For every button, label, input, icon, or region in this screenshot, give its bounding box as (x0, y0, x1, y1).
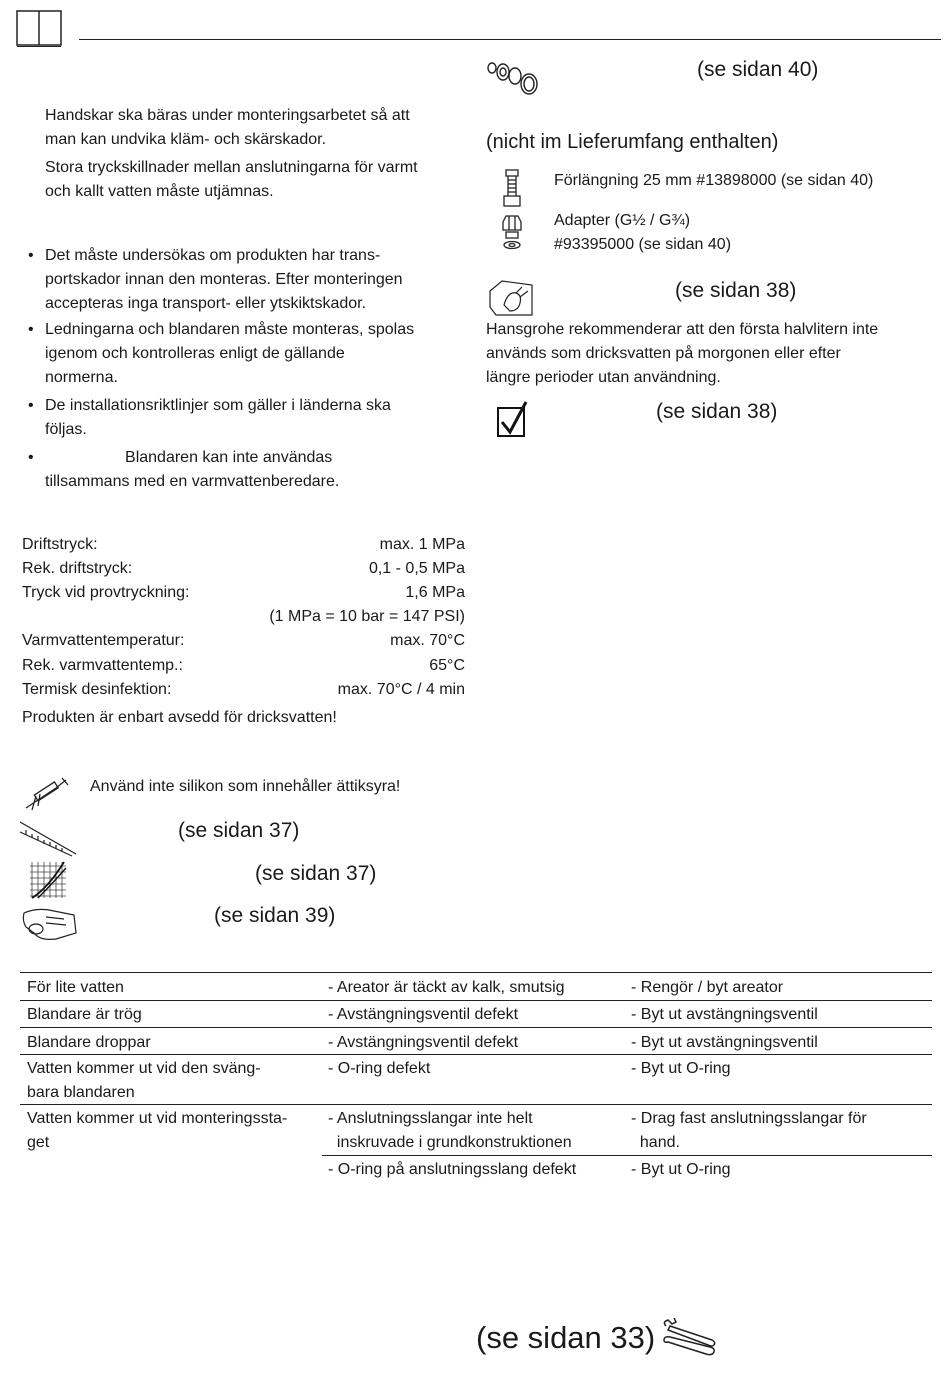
spec-row (22, 678, 465, 702)
spec-value: (1 MPa = 10 bar = 147 PSI) (269, 608, 465, 625)
spec-row (22, 605, 465, 629)
table-cause: - O-ring defekt (328, 1060, 431, 1077)
spec-row (22, 629, 465, 653)
table-remedy: - Drag fast anslutningsslangar för hand. (631, 1110, 867, 1151)
table-cause: - Areator är täckt av kalk, smutsig (328, 979, 565, 996)
spare-parts-ref: (se sidan 40) (697, 58, 819, 81)
bullet-item: Ledningarna och blandaren måste monteras, spolas igenom och kontrolleras enligt de gällande normerna. (45, 321, 415, 386)
extension-icon (500, 168, 524, 210)
table-problem: För lite vatten (27, 979, 124, 996)
extension-text: Förlängning 25 mm #13898000 (se sidan 40) (554, 172, 874, 189)
spec-label: Driftstryck: (22, 536, 98, 553)
checkbox-check-icon (496, 400, 530, 438)
adapter-text-1: Adapter (G½ / G¾) (554, 212, 691, 229)
spec-value: 1,6 MPa (405, 584, 465, 601)
flow-diagram-icon (28, 860, 68, 900)
bullet-item: De installationsriktlinjer som gäller i länderna ska följas. (45, 397, 391, 438)
hansgrohe-text: Hansgrohe rekommenderar att den första halvlitern inte används som dricksvatten på morgonen eller efter längre perioder utan användning. (486, 321, 879, 386)
flow-diagram-ref: (se sidan 37) (255, 862, 377, 885)
spec-row (22, 581, 465, 605)
footer-ref: (se sidan 33) (476, 1320, 656, 1355)
spec-row (22, 533, 465, 557)
bullet-dot: • (28, 397, 34, 414)
spec-value: max. 70°C / 4 min (337, 681, 465, 698)
table-rule (20, 1000, 932, 1001)
table-rule (322, 1155, 932, 1156)
spec-label: Varmvattentemperatur: (22, 632, 185, 649)
table-problem: Vatten kommer ut vid monteringssta- get (27, 1110, 288, 1151)
table-remedy: - Byt ut O-ring (631, 1161, 731, 1178)
table-remedy: - Rengör / byt areator (631, 979, 784, 996)
cleaning-ref: (se sidan 39) (214, 904, 336, 927)
dimensions-ref: (se sidan 37) (178, 819, 300, 842)
flush-ref: (se sidan 38) (675, 279, 797, 302)
flush-hand-icon (486, 277, 536, 317)
book-icon (16, 10, 62, 48)
spec-value: max. 1 MPa (379, 536, 465, 553)
spec-row (22, 557, 465, 581)
table-remedy: - Byt ut avstängningsventil (631, 1034, 818, 1051)
adapter-icon (500, 212, 524, 252)
spec-label: Rek. driftstryck: (22, 560, 133, 577)
table-cause: - O-ring på anslutningsslang defekt (328, 1161, 577, 1178)
table-cause: - Avstängningsventil defekt (328, 1034, 519, 1051)
spec-value: max. 70°C (390, 632, 465, 649)
table-remedy: - Byt ut O-ring (631, 1060, 731, 1077)
not-included-text: (nicht im Lieferumfang enthalten) (486, 131, 779, 153)
bullet-item: Det måste undersökas om produkten har trans- portskador innan den monteras. Efter monteringen accepteras inga transport- eller ytskiktskador. (45, 247, 403, 312)
table-cause: - Avstängningsventil defekt (328, 1006, 519, 1023)
checklist-ref: (se sidan 38) (656, 400, 778, 423)
spec-row (22, 654, 465, 678)
spec-label: Tryck vid provtryckning: (22, 584, 190, 601)
table-rule (20, 1027, 932, 1028)
spare-parts-icon (485, 58, 543, 96)
table-problem: Blandare droppar (27, 1034, 151, 1051)
silicone-gun-icon (22, 776, 72, 812)
adapter-text-2: #93395000 (se sidan 40) (554, 236, 732, 253)
table-remedy: - Byt ut avstängningsventil (631, 1006, 818, 1023)
spec-value: 65°C (429, 657, 465, 674)
drinking-water-note: Produkten är enbart avsedd för dricksvatten! (22, 709, 337, 726)
spec-label: Termisk desinfektion: (22, 681, 172, 698)
safety-gloves-text: Handskar ska bäras under monteringsarbetet så att man kan undvika kläm- och skärskador. (45, 107, 410, 148)
spec-label: Rek. varmvattentemp.: (22, 657, 183, 674)
spec-value: 0,1 - 0,5 MPa (368, 560, 465, 577)
ruler-icon (18, 818, 78, 858)
bullet-dot: • (28, 449, 34, 466)
header-rule (79, 39, 941, 40)
bullet-dot: • (28, 321, 34, 338)
cleaning-hand-icon (20, 903, 80, 943)
silicone-note: Använd inte silikon som innehåller ättiksyra! (90, 778, 401, 795)
table-rule (20, 972, 932, 973)
bullet-item: Blandaren kan inte användas tillsammans med en varmvattenberedare. (45, 449, 340, 490)
wrench-icon (660, 1318, 718, 1358)
bullet-dot: • (28, 247, 34, 264)
table-problem: Vatten kommer ut vid den sväng- bara blandaren (27, 1060, 261, 1101)
table-cause: - Anslutningsslangar inte helt inskruvade i grundkonstruktionen (328, 1110, 572, 1151)
table-problem: Blandare är trög (27, 1006, 142, 1023)
safety-pressure-text: Stora tryckskillnader mellan anslutningarna för varmt och kallt vatten måste utjämnas. (45, 159, 418, 200)
